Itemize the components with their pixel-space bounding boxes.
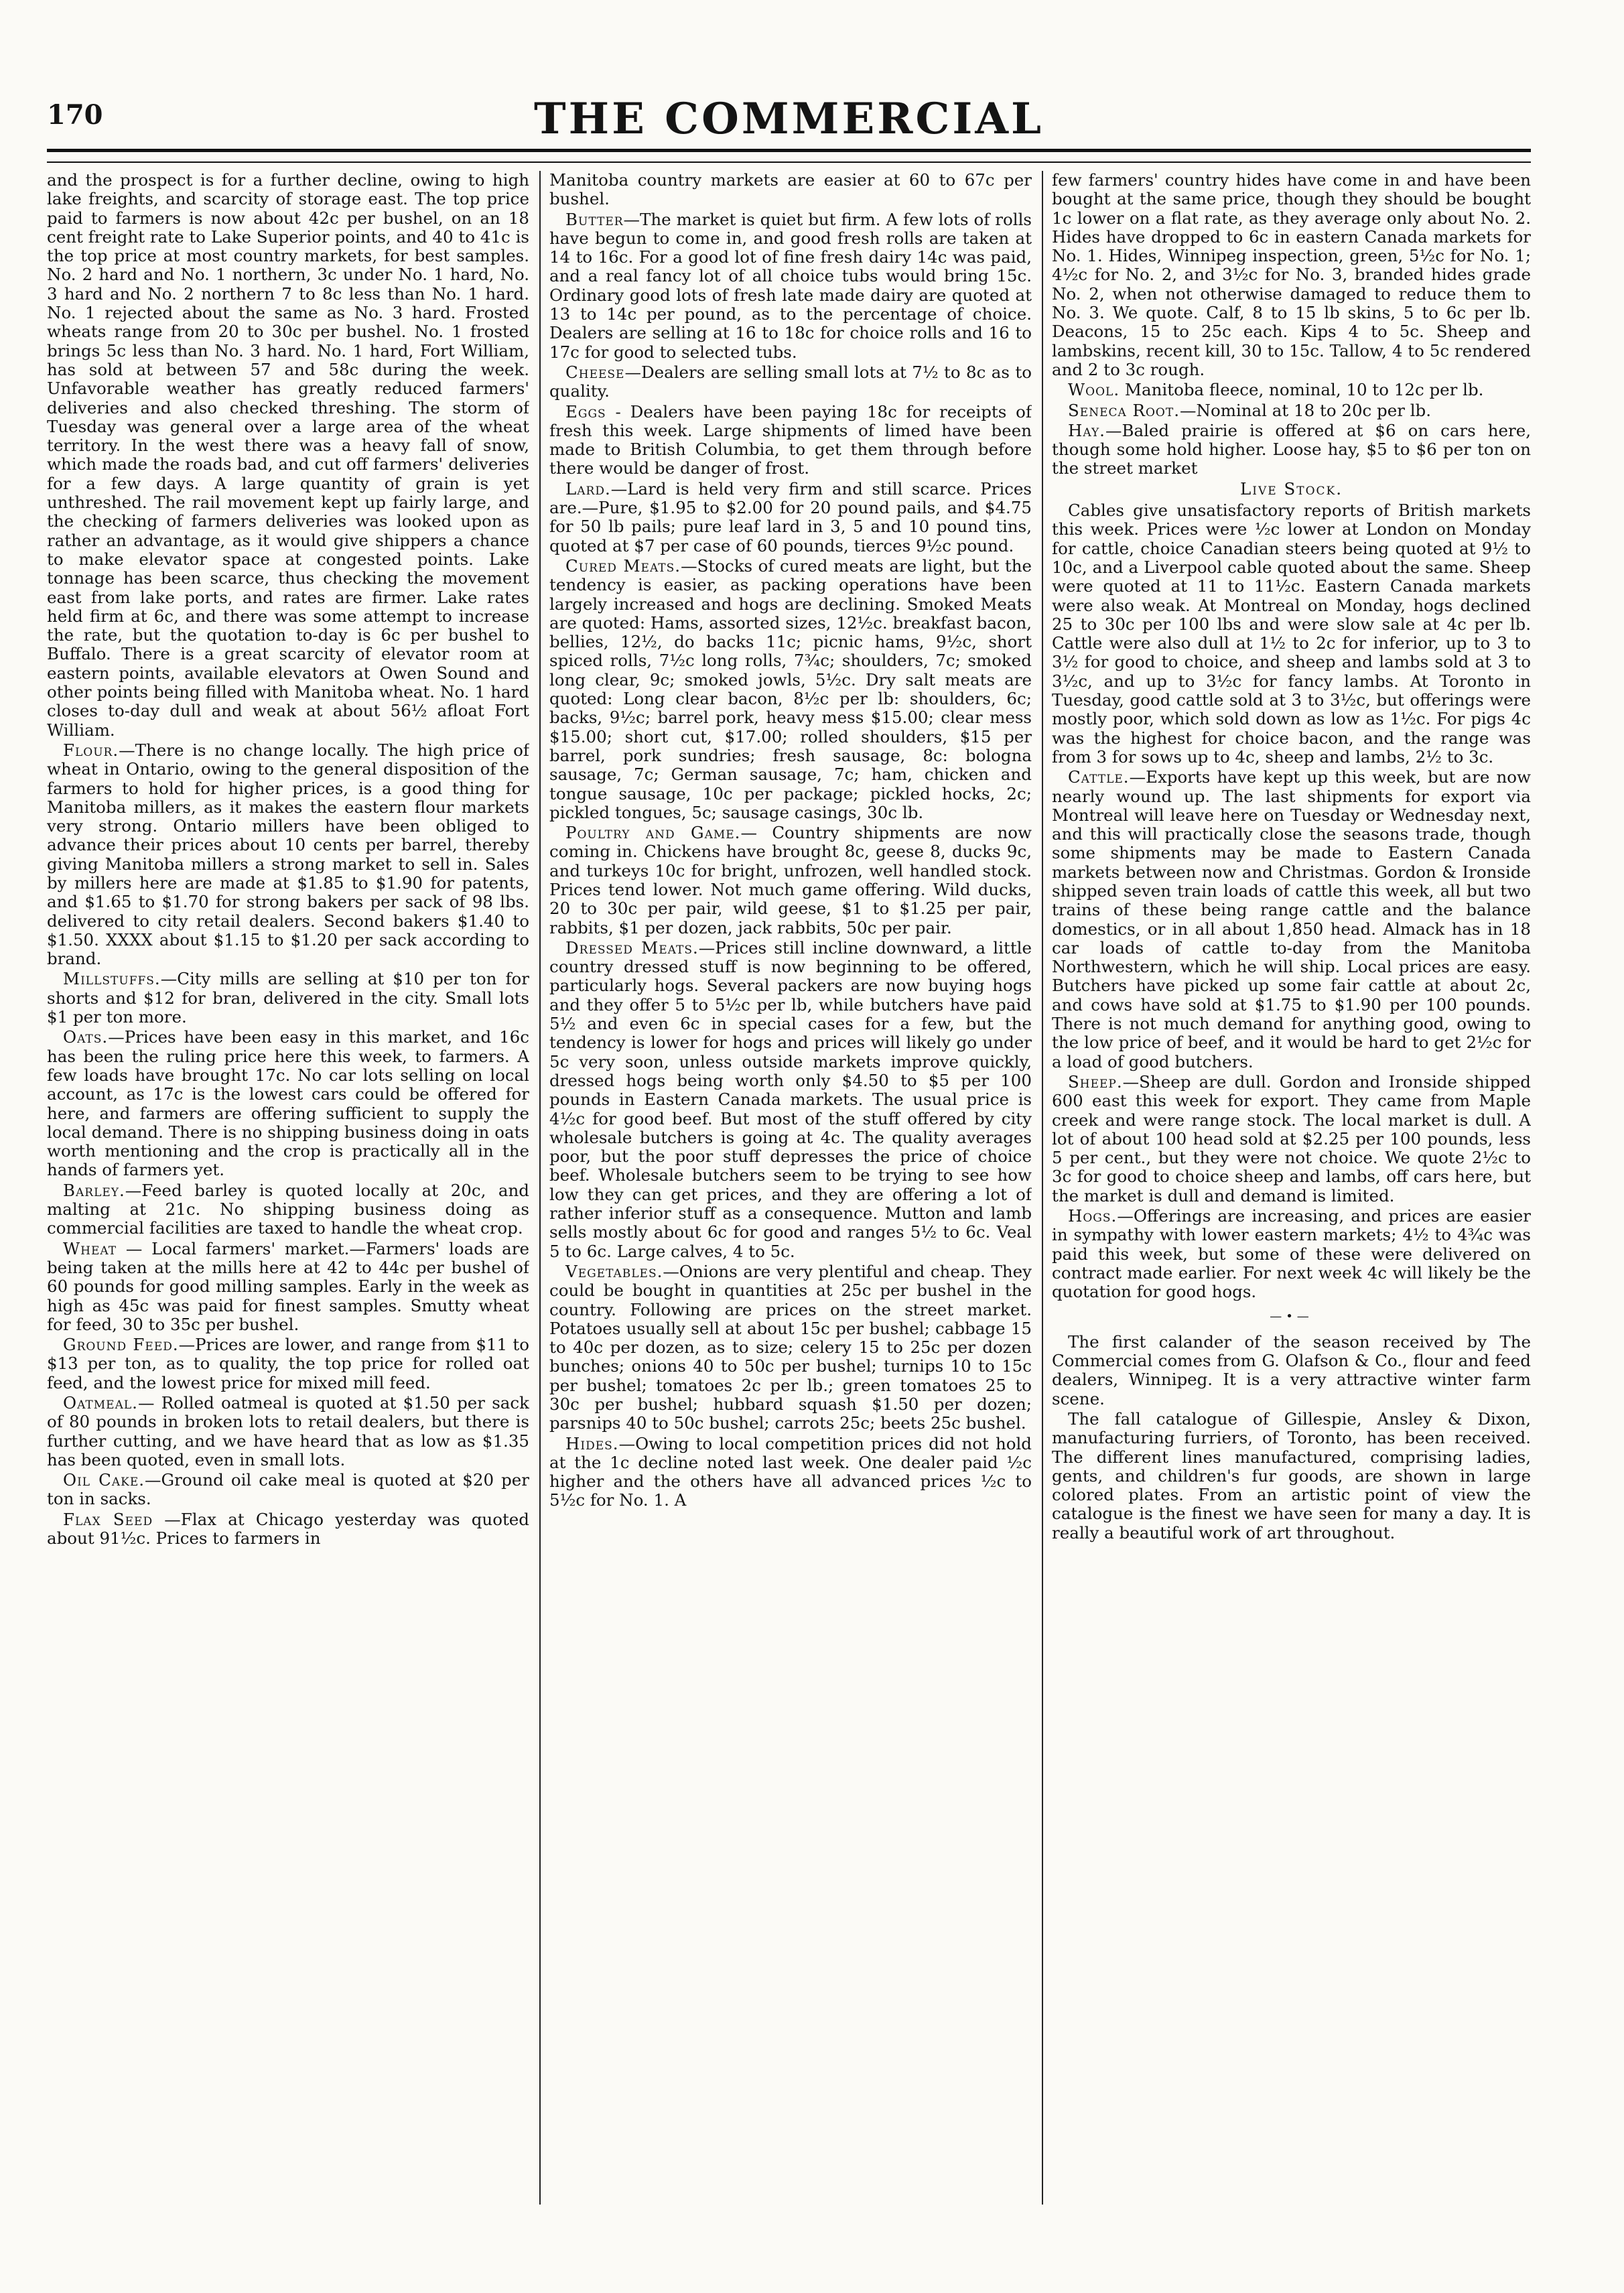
paragraph-text: —The market is quiet but firm. A few lots of rolls have begun to come in, and good fresh rolls are taken at 14 to 16c. For a good lot of fine fresh dairy 14c was paid, and a real fancy lot of all choice tubs would bring 15c. Ordinary good lots of fresh late made dairy are quoted at 13 to 14c per pound, as to the percentage of choice. Dealers are selling at 16 to 18c for choice rolls and 16 to 17c for good to selected tubs. xyxy=(549,209,1032,362)
column-divider xyxy=(1042,171,1043,2205)
paragraph-heading: Millstuffs. xyxy=(63,969,161,989)
paragraph-text: — Local farmers' market.—Farmers' loads are being taken at the mills here at 42 to 44c per bushel of 60 pounds for good milling samples. Early in the week as high as 45c was paid for finest samples. Smutty wheat for feed, 30 to 35c per bushel. xyxy=(47,1238,529,1334)
masthead-title: THE COMMERCIAL xyxy=(533,94,1044,144)
article-paragraph xyxy=(47,1240,529,1334)
paragraph-heading: Hay. xyxy=(1068,420,1105,440)
article-paragraph xyxy=(47,1394,529,1469)
paragraph-heading: Oatmeal. xyxy=(63,1393,138,1413)
paragraph-heading: Oil Cake. xyxy=(63,1470,145,1490)
paragraph-text: and the prospect is for a further decline, owing to high lake freights, and scarcity of storage east. The top price paid to farmers is now about 42c per bushel, on an 18 cent freight rate to Lake Superior points, and 40 to 41c is the top price at most country markets, for best samples. No. 2 hard and No. 1 northern, 3c under No. 1 hard, No. 3 hard and No. 2 northern 7 to 8c less than No. 1 hard. No. 1 rejected about the same as No. 3 hard. Frosted wheats range from 20 to 30c per bushel. No. 1 frosted brings 5c less than No. 3 hard. No. 1 hard, Fort William, has sold at between 57 and 58c during the week. Unfavorable weather has greatly reduced farmers' deliveries and also checked threshing. The storm of Tuesday was general over a large area of the wheat territory. In the west there was a heavy fall of snow, which made the roads bad, and cut off farmers' deliveries for a few days. A large quantity of grain is yet unthreshed. The rail movement kept up fairly large, and the checking of farmers deliveries was looked upon as rather an advantage, as it would give shippers a chance to make elevator space at congested points. Lake tonnage has been scarce, thus checking the movement east from lake ports, and rates are firmer. Lake rates held firm at 6c, and there was some attempt to increase the rate, but the quotation to-day is 6c per bushel to Buffalo. There is a great scarcity of elevator room at eastern points, available elevators at Owen Sound and other points being filled with Manitoba wheat. No. 1 hard closes to-day dull and weak at about 56½ afloat Fort William. xyxy=(47,171,529,740)
column-divider xyxy=(539,171,541,2205)
article-paragraph xyxy=(47,970,529,1027)
paragraph-text: —Offerings are increasing, and prices are easier in sympathy with lower eastern markets; 4½ to 4¾c was paid this week, but some of these were delivered on contract made earlier. For next week 4c will likely be the quotation for good hogs. xyxy=(1052,1206,1531,1302)
article-columns xyxy=(47,171,1531,2205)
paragraph-heading: Butter xyxy=(565,209,624,229)
paragraph-text: Manitoba country markets are easier at 60 to 67c per bushel. xyxy=(549,171,1032,209)
article-paragraph xyxy=(549,1262,1032,1433)
paragraph-text: Cables give unsatisfactory reports of British markets this week. Prices were ½c lower at London on Monday for cattle, choice Canadian steers being quoted at 9½ to 10c, and a Liverpool cable quoted about the same. Sheep were quoted at 11 to 11½c. Eastern Canada markets were also weak. At Montreal on Monday, hogs declined 25 to 30c per 100 lbs and were slow sale at 4c per lb. Cattle were also dull at 1½ to 2c for inferior, up to 3 to 3½ for good to choice, and sheep and lambs sold at 3 to 3½c, and up to 3½c for fancy lambs. At Toronto in Tuesday, good cattle sold at 3 to 3½c, but offerings were mostly poor, which sold down as low as 1½c. For pigs 4c was the highest for choice bacon, and the range was from 3 for sows up to 4c, sheep and lambs, 2½ to 3c. xyxy=(1052,501,1531,767)
paragraph-text: — Country shipments are now coming in. Chickens have brought 8c, geese 8, ducks 9c, and turkeys 10c for bright, unfrozen, well handled stock. Prices tend lower. Not much game offering. Wild ducks, 20 to 30c per pair, wild geese, $1 to $1.25 per pair, rabbits, $1 per dozen, jack rabbits, 50c per pair. xyxy=(549,823,1032,937)
paragraph-heading: Barley. xyxy=(63,1180,125,1200)
paragraph-text: —Nominal at 18 to 20c per lb. xyxy=(1180,400,1432,420)
article-paragraph xyxy=(1052,401,1531,420)
article-paragraph xyxy=(47,1028,529,1179)
section-heading: Live Stock. xyxy=(1239,478,1343,499)
article-paragraph xyxy=(47,171,529,740)
paragraph-text: - Dealers have been paying 18c for receipts of fresh this week. Large shipments of limed have been made to British Columbia, to get them through before there would be danger of frost. xyxy=(549,401,1032,478)
paragraph-text: —City mills are selling at $10 per ton for shorts and $12 for bran, delivered in the city. Small lots $1 per ton more. xyxy=(47,969,529,1027)
article-paragraph xyxy=(1052,768,1531,1071)
article-paragraph xyxy=(549,557,1032,822)
paragraph-heading: Hides. xyxy=(565,1433,619,1453)
column-3 xyxy=(1052,171,1531,2205)
paragraph-text: The fall catalogue of Gillespie, Ansley & Dixon, manufacturing furriers, of Toronto, has been received. The different lines manufactured, comprising ladies, gents, and children's fur goods, are shown in large colored plates. From an artistic point of view the catalogue is the finest we have seen for many a day. It is really a beautiful work of art throughout. xyxy=(1052,1409,1531,1543)
paragraph-text: Manitoba fleece, nominal, 10 to 12c per lb. xyxy=(1120,380,1484,400)
article-paragraph xyxy=(549,210,1032,362)
paragraph-heading: Oats. xyxy=(63,1027,109,1047)
ornament-divider: —•— xyxy=(1270,1309,1313,1323)
paragraph-heading: Dressed Meats. xyxy=(565,937,699,958)
paragraph-text: —Onions are very plentiful and cheap. They could be bought in quantities at 25c per bushel in the country. Following are prices on the street market. Potatoes usually sell at about 15c per bushel; cabbage 15 to 40c per dozen, as to size; celery 15 to 25c per dozen bunches; onions 40 to 50c per bushel; turnips 10 to 15c per bushel; tomatoes 2c per lb.; green tomatoes 25 to 30c per bushel; hubbard squash $1.50 per dozen; parsnips 40 to 50c bushel; carrots 25c; beets 25c bushel. xyxy=(549,1261,1032,1433)
paragraph-heading: Lard. xyxy=(565,478,611,499)
paragraph-heading: Flour. xyxy=(63,740,119,760)
article-paragraph xyxy=(1052,421,1531,478)
paragraph-heading: Cured Meats. xyxy=(565,555,681,576)
paragraph-text: few farmers' country hides have come in and have been bought at the same price, though they should be bought 1c lower on a flat rate, as they average only about No. 2. Hides have dropped to 6c in eastern Canada markets for No. 1. Hides, Winnipeg inspection, green, 5½c for No. 1; 4½c for No. 2, and 3½c for No. 3, branded hides grade No. 2, when not otherwise damaged to reduce them to No. 3. We quote. Calf, 8 to 15 lb skins, 5 to 6c per lb. Deacons, 15 to 25c each. Kips 4 to 5c. Sheep and lambskins, recent kill, 30 to 15c. Tallow, 4 to 5c rendered and 2 to 3c rough. xyxy=(1052,171,1531,379)
article-paragraph xyxy=(549,1435,1032,1510)
paragraph-text: —Lard is held very firm and still scarce. Prices are.—Pure, $1.95 to $2.00 for 20 pound pails, and $4.75 for 50 lb pails; pure leaf lard in 3, 5 and 10 pound tins, quoted at $7 per case of 60 pounds, tierces 9½c pound. xyxy=(549,478,1032,555)
paragraph-heading: Vegetables. xyxy=(565,1261,663,1281)
article-paragraph xyxy=(47,741,529,969)
article-paragraph xyxy=(1052,381,1531,399)
column-1 xyxy=(47,171,529,2205)
article-paragraph xyxy=(1052,1073,1531,1205)
paragraph-text: —Prices are lower, and range from $11 to $13 per ton, as to quality, the top price for rolled oat feed, and the lowest price for mixed mill feed. xyxy=(47,1335,529,1392)
article-paragraph xyxy=(1052,1207,1531,1301)
paragraph-text: —Prices still incline downward, a little country dressed stuff is now beginning to be offered, particularly hogs. Several packers are now buying hogs and they offer 5 to 5½c per lb, while butchers have paid 5½ and even 6c in special cases for a few, but the tendency is lower for hogs and prices will likely go under 5c very soon, unless outside markets improve quickly, dressed hogs being worth only $4.50 to $5 per 100 pounds in Eastern Canada markets. The usual price is 4½c for good beef. But most of the stuff offered by city wholesale butchers is going at 4c. The quality averages poor, but the poor stuff depresses the price of choice beef. Wholesale butchers seem to be trying to see how low they can get prices, and they are offering a lot of rather inferior stuff as a consequence. Mutton and lamb sells mostly about 6c for good and ranges 5½ to 6c. Veal 5 to 6c. Large calves, 4 to 5c. xyxy=(549,937,1032,1261)
paragraph-heading: Wool. xyxy=(1068,380,1120,400)
paragraph-heading: Wheat xyxy=(63,1238,117,1258)
paragraph-heading: Hogs. xyxy=(1068,1206,1118,1226)
paragraph-heading: Sheep. xyxy=(1068,1071,1123,1092)
paragraph-heading: Seneca Root. xyxy=(1068,400,1180,420)
column-2 xyxy=(549,171,1032,2205)
paragraph-text: —Exports have kept up this week, but are now nearly wound up. The last shipments for export via Montreal will leave here on Tuesday or Wednesday next, and this will practically close the seasons trade, though some shipments may be made to Eastern Canada markets between now and Christmas. Gordon & Ironside shipped seven train loads of cattle this week, all but two trains of these being range cattle and the balance domestics, or in all about 1,850 head. Almack has in 18 car loads of cattle to-day from the Manitoba Northwestern, which he will ship. Local prices are easy. Butchers have picked up some fair cattle at about 2c, and cows have sold at $1.75 to $1.90 per 100 pounds. There is not much demand for anything good, owing to the low price of beef, and it would be hard to get 2½c for a load of good butchers. xyxy=(1052,767,1531,1071)
paragraph-heading: Cattle. xyxy=(1068,767,1130,787)
paragraph-text: —Ground oil cake meal is quoted at $20 per ton in sacks. xyxy=(47,1470,529,1509)
paragraph-text: —Owing to local competition prices did not hold at the 1c decline noted last week. One dealer paid ½c higher and the others have all advanced prices ½c to 5½c for No. 1. A xyxy=(549,1433,1032,1510)
paragraph-text: —There is no change locally. The high price of wheat in Ontario, owing to the general disposition of the farmers to hold for higher prices, is a good thing for Manitoba millers, as it makes the eastern flour markets very strong. Ontario millers have been obliged to advance their prices about 10 cents per barrel, thereby giving Manitoba millers a strong market to sell in. Sales by millers here are made at $1.85 to $1.90 for patents, and $1.65 to $1.70 for strong bakers per sack of 98 lbs. delivered to city retail dealers. Second bakers $1.40 to $1.50. XXXX about $1.15 to $1.20 per sack according to brand. xyxy=(47,740,529,969)
article-paragraph xyxy=(549,363,1032,401)
article-paragraph xyxy=(549,480,1032,555)
article-paragraph xyxy=(1052,1410,1531,1543)
paragraph-text: —Stocks of cured meats are light, but the tendency is easier, as packing operations have been largely increased and hogs are declining. Smoked Meats are quoted: Hams, assorted sizes, 12½c. breakfast bacon, bellies, 12½, do backs 11c; picnic hams, 9½c, short spiced rolls, 7½c long rolls, 7¾c; shoulders, 7c; smoked long clear, 9c; smoked jowls, 5½c. Dry salt meats are quoted: Long clear bacon, 8½c per lb: shoulders, 6c; backs, 9½c; barrel pork, heavy mess $15.00; clear mess $15.00; short cut, $17.00; rolled shoulders, $15 per barrel, pork sundries; fresh sausage, 8c: bologna sausage, 7c; German sausage, 7c; ham, chicken and tongue sausage, 10c per package; pickled hocks, 2c; pickled tongues, 5c; sausage casings, 30c lb. xyxy=(549,555,1032,822)
header-rule xyxy=(47,149,1531,163)
paragraph-text: —Dealers are selling small lots at 7½ to 8c as to quality. xyxy=(549,362,1032,401)
paragraph-heading: Eggs xyxy=(565,401,606,421)
paragraph-text: —Feed barley is quoted locally at 20c, and malting at 21c. No shipping business doing as commercial facilities are taxed to handle the wheat crop. xyxy=(47,1180,529,1238)
paragraph-heading: Poultry and Game. xyxy=(565,823,741,843)
article-paragraph xyxy=(549,171,1032,209)
paragraph-text: —Flax at Chicago yesterday was quoted about 91½c. Prices to farmers in xyxy=(47,1509,529,1549)
article-paragraph xyxy=(47,1471,529,1509)
article-paragraph xyxy=(549,403,1032,478)
article-paragraph xyxy=(1052,171,1531,379)
paragraph-text: — Rolled oatmeal is quoted at $1.50 per sack of 80 pounds in broken lots to retail dealers, but there is further cutting, and we have heard that as low as $1.35 has been quoted, even in small lots. xyxy=(47,1393,529,1469)
paragraph-text: —Sheep are dull. Gordon and Ironside shipped 600 east this week for export. They came from Maple creek and were range stock. The local market is dull. A lot of about 100 head sold at $2.25 per 100 pounds, less 5 per cent., but they were not choice. We quote 2½c to 3c for good to choice sheep and lambs, off cars here, but the market is dull and demand is limited. xyxy=(1052,1071,1531,1205)
paragraph-heading: Cheese xyxy=(565,362,625,382)
article-paragraph xyxy=(47,1335,529,1392)
article-paragraph xyxy=(47,1510,529,1549)
paragraph-text: The first calander of the season received by The Commercial comes from G. Olafson & Co., flour and feed dealers, Winnipeg. It is a very attractive winter farm scene. xyxy=(1052,1331,1531,1408)
article-paragraph xyxy=(549,824,1032,937)
article-paragraph xyxy=(1052,1333,1531,1408)
article-paragraph xyxy=(549,939,1032,1261)
paragraph-text: —Baled prairie is offered at $6 on cars here, though some hold higher. Loose hay, $5 to $6 per ton on the street market xyxy=(1052,420,1531,478)
paragraph-text: —Prices have been easy in this market, and 16c has been the ruling price here this week, to farmers. A few loads have brought 17c. No car lots selling on local account, as 17c is the lowest cars could be offered for here, and farmers are offering sufficient to supply the local demand. There is no shipping business doing in oats worth mentioning and the crop is practically all in the hands of farmers yet. xyxy=(47,1027,529,1180)
paragraph-heading: Flax Seed xyxy=(63,1509,153,1529)
article-paragraph xyxy=(47,1181,529,1238)
paragraph-heading: Ground Feed. xyxy=(63,1335,179,1355)
page-number: 170 xyxy=(47,99,103,131)
page-header xyxy=(47,94,1531,147)
article-paragraph xyxy=(1052,501,1531,767)
